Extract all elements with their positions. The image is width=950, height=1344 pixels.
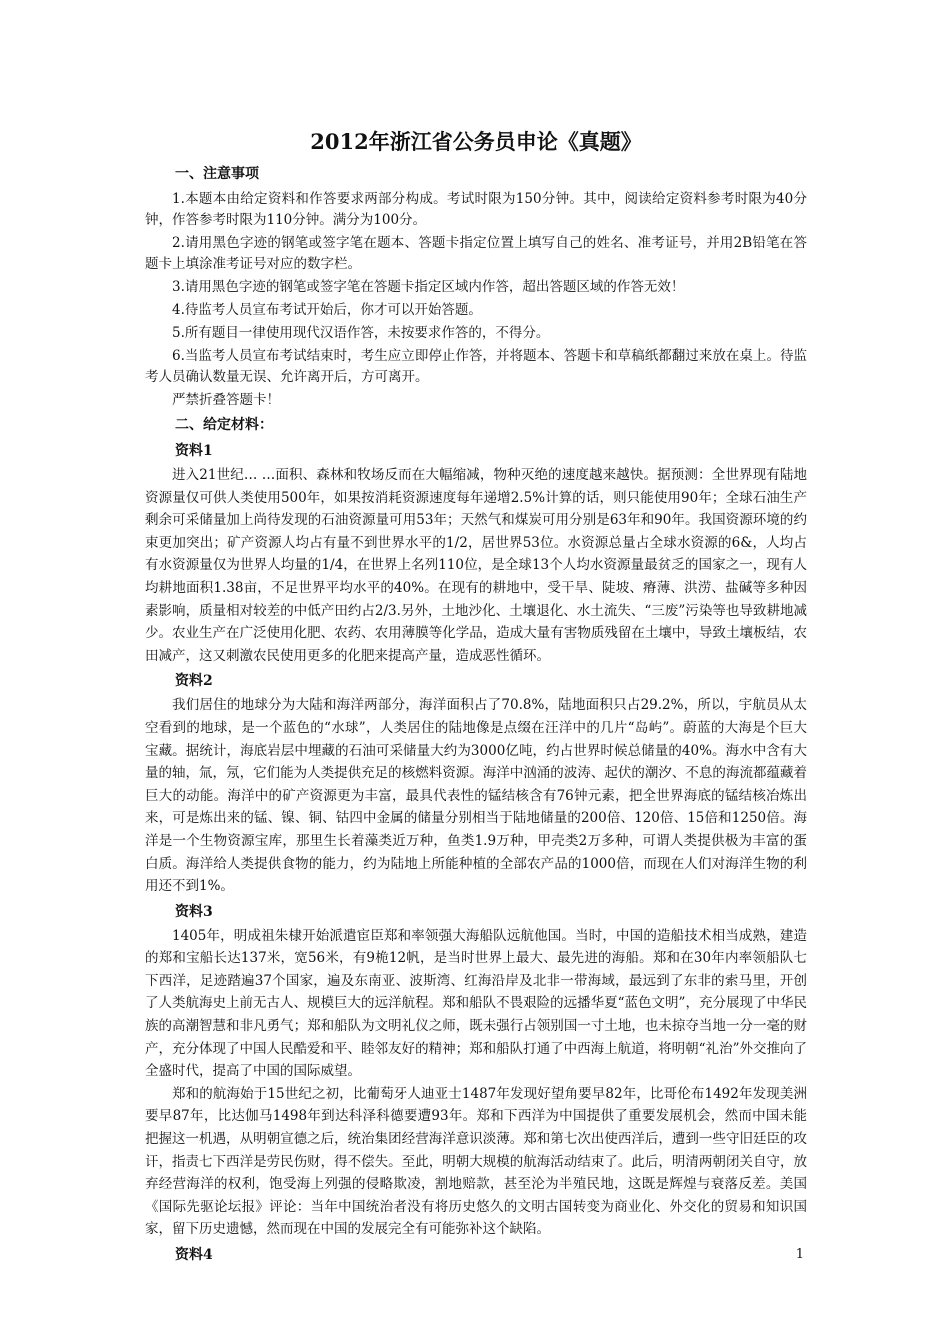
section-heading-notices: 一、注意事项 bbox=[175, 166, 259, 182]
notice-item: 3.请用黑色字迹的钢笔或签字笔在答题卡指定区域内作答，超出答题区域的作答无效！ bbox=[172, 279, 685, 295]
notice-item: 6.当监考人员宣布考试结束时，考生应立即停止作答，并将题本、答题卡和草稿纸都翻过来放在桌上。待监考人员确认数量无误、允许离开后，方可离开。 bbox=[145, 348, 807, 385]
material-title: 资料4 bbox=[175, 1247, 213, 1263]
section-heading-materials: 二、给定材料： bbox=[175, 417, 273, 433]
notice-item: 严禁折叠答题卡！ bbox=[172, 392, 280, 408]
page-number: 1 bbox=[795, 1247, 804, 1262]
material-title: 资料2 bbox=[175, 673, 213, 690]
material-paragraph: 进入21世纪… …面积、森林和牧场反而在大幅缩减，物种灭绝的速度越来越快。据预测：全世界现有陆地资源量仅可供人类使用500年，如果按消耗资源速度每年递增2.5%计算的话，则只能使用90年；全球石油生产剩余可采储量加上尚待发现的石油资源量可用53年；天然气和煤炭可用分别是63年和90年。我国资源环境的约束更加突出；矿产资源人均占有量不到世界水平的1/2，居世界53位。水资源总量占全球水资源的6&，人均占有水资源量仅为世界人均量的1/4，在世界上名列110位，是全球13个人均水资源量最贫乏的国家之一，现有人均耕地面积1.38亩，不足世界平均水平的40%。在现有的耕地中，受干旱、陡坡、瘠薄、洪涝、盐碱等多种因素影响，质量相对较差的中低产田约占2/3.另外，土地沙化、土壤退化、水土流失、“三废”污染等也导致耕地减少。农业生产在广泛使用化肥、农药、农用薄膜等化学品，造成大量有害物质残留在土壤中，导致土壤板结，农田减产，这又刺激农民使用更多的化肥来提高产量，造成恶性循环。 bbox=[145, 467, 807, 664]
material-title: 资料3 bbox=[175, 903, 213, 920]
material-paragraph: 郑和的航海始于15世纪之初，比葡萄牙人迪亚士1487年发现好望角要早82年，比哥伦布1492年发现美洲要早87年，比达伽马1498年到达科泽科德要遭93年。郑和下西洋为中国提供了重要发展机会，然而中国未能把握这一机遇，从明朝宣德之后，统治集团经营海洋意识淡薄。郑和第七次出使西洋后，遭到一些守旧廷臣的攻讦，指责七下西洋是劳民伤财，得不偿失。至此，明朝大规模的航海活动结束了。此后，明清两朝闭关自守，放弃经营海洋的权利，饱受海上列强的侵略欺凌，割地赔款，甚至沦为半殖民地，这既是辉煌与衰落反差。美国《国际先驱论坛报》评论：当年中国统治者没有将历史悠久的文明古国转变为商业化、外交化的贸易和知识国家，留下历史遗憾，然而现在中国的发展完全有可能弥补这个缺陷。 bbox=[145, 1085, 807, 1238]
materials-list bbox=[145, 440, 807, 1266]
notice-item: 4.待监考人员宣布考试开始后，你才可以开始答题。 bbox=[172, 302, 482, 318]
page-title: 2012年浙江省公务员申论《真题》 bbox=[310, 129, 642, 154]
notices-list bbox=[145, 189, 807, 411]
notice-item: 2.请用黑色字迹的钢笔或签字笔在题本、答题卡指定位置上填写自己的姓名、准考证号，并用2B铅笔在答题卡上填涂准考证号对应的数字栏。 bbox=[145, 235, 807, 272]
material-paragraph: 我们居住的地球分为大陆和海洋两部分，海洋面积占了70.8%，陆地面积只占29.2%，所以，宇航员从太空看到的地球，是一个蓝色的“水球”，人类居住的陆地像是点缀在汪洋中的几片“岛屿”。蔚蓝的大海是个巨大宝藏。据统计，海底岩层中埋藏的石油可采储量大约为3000亿吨，约占世界时候总储量的40%。海水中含有大量的轴，氚，氖，它们能为人类提供充足的核燃料资源。海洋中汹涌的波涛、起伏的潮汐、不息的海流都蕴藏着巨大的动能。海洋中的矿产资源更为丰富，最具代表性的锰结核含有76钟元素，把全世界海底的锰结核冶炼出来，可是炼出来的锰、镍、铜、钴四中金属的储量分别相当于陆地储量的200倍、120倍、15倍和1250倍。海洋是一个生物资源宝库，那里生长着藻类近万种，鱼类1.9万种，甲壳类2万多种，可谓人类提供极为丰富的蛋白质。海洋给人类提供食物的能力，约为陆地上所能种植的全部农产品的1000倍，而现在人们对海洋生物的利用还不到1%。 bbox=[145, 697, 807, 895]
material-paragraph: 1405年，明成祖朱棣开始派遣宦臣郑和率领强大海船队远航他国。当时，中国的造船技术相当成熟，建造的郑和宝船长达137米，宽56米，有9桅12帆，是当时世界上最大、最先进的海船。郑和在30年内率领船队七下西洋，足迹踏遍37个国家，遍及东南亚、波斯湾、红海沿岸及北非一带海域，最远到了东非的索马里，开创了人类航海史上前无古人、规模巨大的远洋航程。郑和船队不畏艰险的远播华夏“蓝色文明”，充分展现了中华民族的高潮智慧和非凡勇气；郑和船队为文明礼仪之师，既未强行占领别国一寸土地，也未掠夺当地一分一毫的财产，充分体现了中国人民酷爱和平、睦邻友好的精神；郑和船队打通了中西海上航道，将明朝“礼治”外交推向了全盛时代，提高了中国的国际威望。 bbox=[145, 927, 807, 1080]
page-content bbox=[145, 128, 807, 1268]
notice-item: 5.所有题目一律使用现代汉语作答，未按要求作答的，不得分。 bbox=[172, 325, 550, 341]
notice-item: 1.本题本由给定资料和作答要求两部分构成。考试时限为150分钟。其中，阅读给定资料参考时限为40分钟，作答参考时限为110分钟。满分为100分。 bbox=[145, 191, 807, 228]
material-title: 资料1 bbox=[175, 443, 213, 459]
